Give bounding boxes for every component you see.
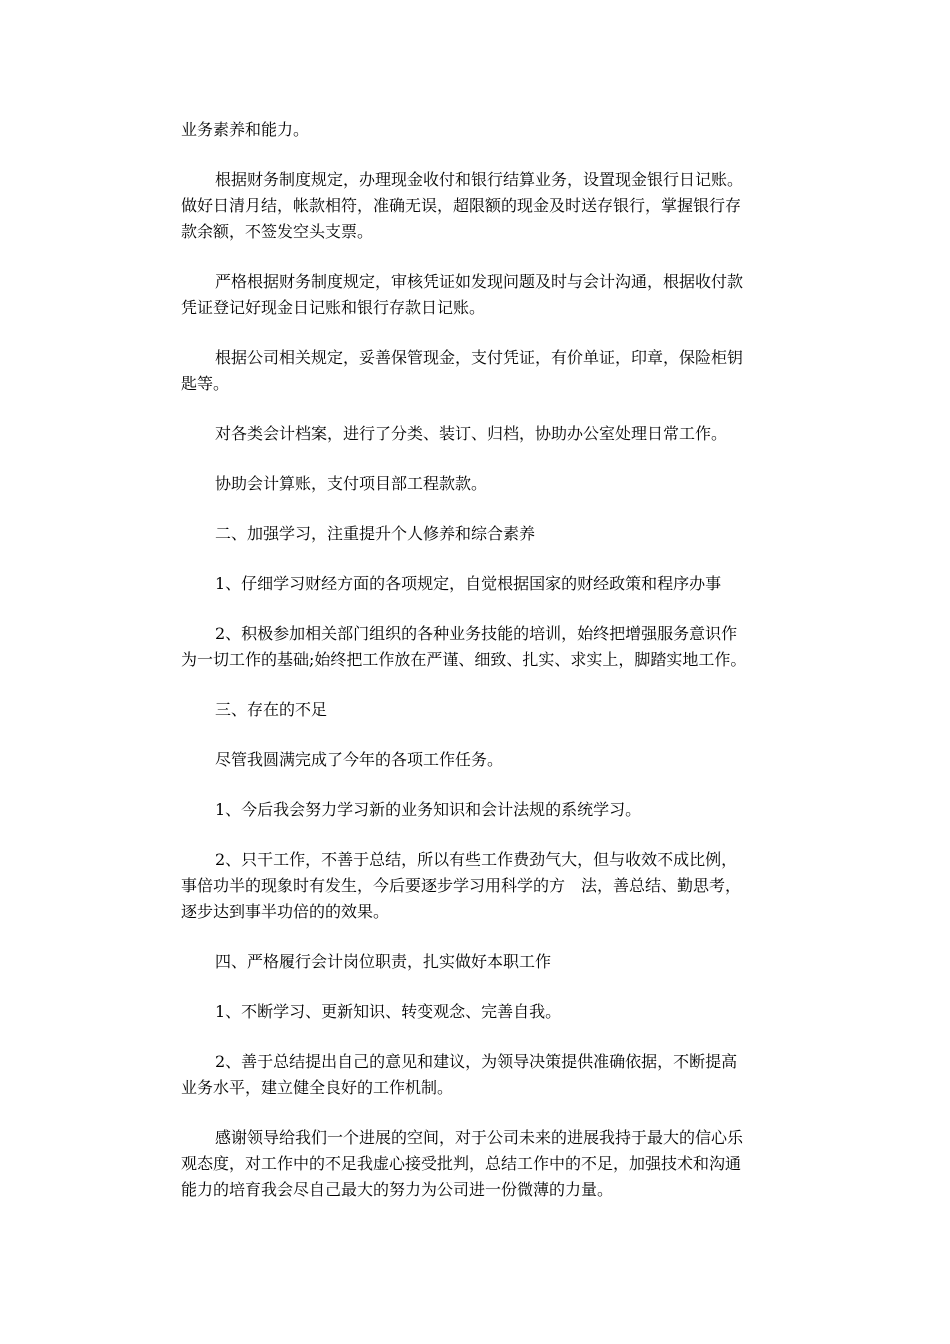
paragraph-gap — [181, 723, 781, 747]
paragraph — [181, 269, 781, 321]
paragraph — [181, 797, 781, 823]
paragraph-gap — [181, 143, 781, 167]
paragraph-line: 感谢领导给我们一个进展的空间，对于公司未来的进展我持于最大的信心乐 — [215, 1128, 744, 1147]
paragraph-line: 1、今后我会努力学习新的业务知识和会计法规的系统学习。 — [215, 800, 642, 819]
paragraph-gap — [181, 975, 781, 999]
paragraph-gap — [181, 1025, 781, 1049]
paragraph-gap — [181, 321, 781, 345]
paragraph-gap — [181, 673, 781, 697]
paragraph-line: 事倍功半的现象时有发生，今后要逐步学习用科学的方 法，善总结、勤思考， — [181, 876, 742, 895]
paragraph — [181, 345, 781, 397]
paragraph-line: 1、仔细学习财经方面的各项规定，自觉根据国家的财经政策和程序办事 — [215, 574, 722, 593]
paragraph-line: 根据财务制度规定，办理现金收付和银行结算业务，设置现金银行日记账。 — [215, 170, 744, 189]
paragraph-gap — [181, 447, 781, 471]
paragraph — [181, 571, 781, 597]
paragraph — [181, 999, 781, 1025]
paragraph-line: 观态度，对工作中的不足我虚心接受批判，总结工作中的不足，加强技术和沟通 — [181, 1154, 742, 1173]
paragraph — [181, 1125, 781, 1203]
paragraph-line: 凭证登记好现金日记账和银行存款日记账。 — [181, 298, 486, 317]
paragraph-gap — [181, 397, 781, 421]
paragraph-line: 四、严格履行会计岗位职责，扎实做好本职工作 — [215, 952, 552, 971]
paragraph-line: 1、不断学习、更新知识、转变观念、完善自我。 — [215, 1002, 562, 1021]
paragraph-line: 2、积极参加相关部门组织的各种业务技能的培训，始终把增强服务意识作 — [215, 624, 738, 643]
paragraph-line: 业务素养和能力。 — [181, 120, 310, 139]
paragraph-line: 严格根据财务制度规定，审核凭证如发现问题及时与会计沟通，根据收付款 — [215, 272, 744, 291]
paragraph — [181, 847, 781, 925]
paragraph — [181, 421, 781, 447]
paragraph — [181, 117, 781, 143]
paragraph — [181, 621, 781, 673]
paragraph-line: 为一切工作的基础;始终把工作放在严谨、细致、扎实、求实上，脚踏实地工作。 — [181, 650, 747, 669]
paragraph-line: 协助会计算账，支付项目部工程款款。 — [215, 474, 488, 493]
paragraph — [181, 471, 781, 497]
paragraph-gap — [181, 823, 781, 847]
paragraph-gap — [181, 773, 781, 797]
paragraph-gap — [181, 925, 781, 949]
paragraph-gap — [181, 597, 781, 621]
paragraph — [181, 167, 781, 245]
paragraph — [181, 747, 781, 773]
paragraph-gap — [181, 497, 781, 521]
paragraph-line: 尽管我圆满完成了今年的各项工作任务。 — [215, 750, 504, 769]
paragraph-gap — [181, 1101, 781, 1125]
paragraph-gap — [181, 245, 781, 269]
paragraph-line: 做好日清月结，帐款相符，准确无误，超限额的现金及时送存银行，掌握银行存 — [181, 196, 742, 215]
paragraph — [181, 1049, 781, 1101]
paragraph — [181, 949, 781, 975]
paragraph-line: 业务水平，建立健全良好的工作机制。 — [181, 1078, 454, 1097]
paragraph-line: 能力的培育我会尽自己最大的努力为公司进一份微薄的力量。 — [181, 1180, 614, 1199]
paragraph-line: 款余额，不签发空头支票。 — [181, 222, 374, 241]
document-body — [181, 117, 781, 1203]
paragraph — [181, 697, 781, 723]
paragraph-line: 逐步达到事半功倍的的效果。 — [181, 902, 390, 921]
paragraph-line: 根据公司相关规定，妥善保管现金，支付凭证，有价单证，印章，保险柜钥 — [215, 348, 744, 367]
paragraph-line: 二、加强学习，注重提升个人修养和综合素养 — [215, 524, 536, 543]
paragraph-line: 2、只干工作，不善于总结，所以有些工作费劲气大，但与收效不成比例， — [215, 850, 738, 869]
paragraph-gap — [181, 547, 781, 571]
paragraph-line: 三、存在的不足 — [215, 700, 328, 719]
paragraph-line: 匙等。 — [181, 374, 230, 393]
paragraph-line: 2、善于总结提出自己的意见和建议，为领导决策提供准确依据，不断提高 — [215, 1052, 738, 1071]
paragraph — [181, 521, 781, 547]
paragraph-line: 对各类会计档案，进行了分类、装订、归档，协助办公室处理日常工作。 — [215, 424, 728, 443]
